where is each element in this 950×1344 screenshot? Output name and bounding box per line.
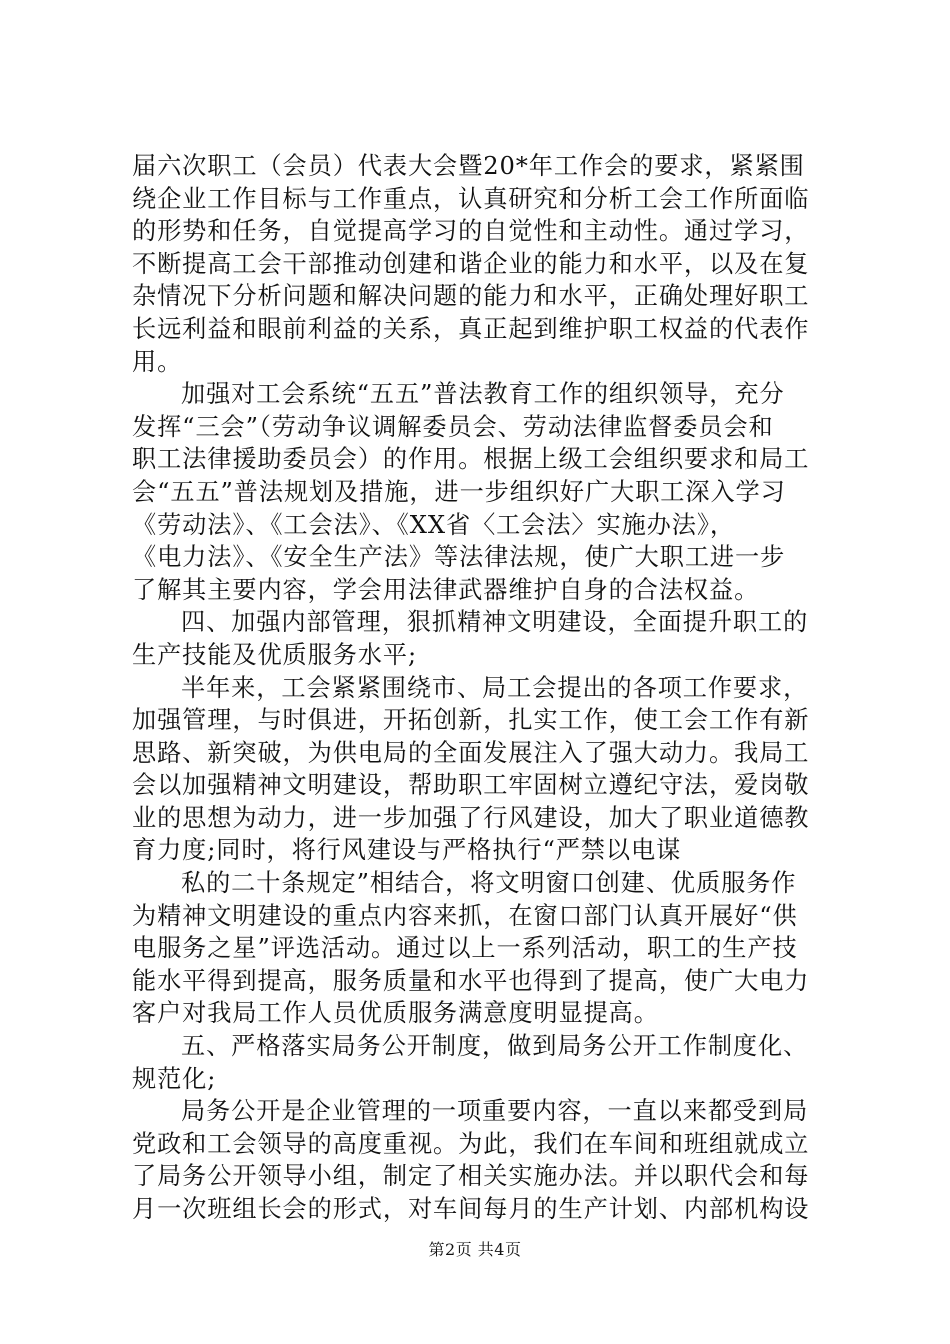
text-line: 会“五五”普法规划及措施，进一步组织好广大职工深入学习 — [132, 477, 786, 506]
text-line: 能水平得到提高，服务质量和水平也得到了提高，使广大电力 — [132, 966, 810, 995]
page-footer — [0, 1240, 950, 1260]
text-line: 为精神文明建设的重点内容来抓，在窗口部门认真开展好“供 — [132, 901, 798, 930]
text-line: 局务公开是企业管理的一项重要内容，一直以来都受到局 — [181, 1097, 809, 1126]
text-line: 不断提高工会干部推动创建和谐企业的能力和水平，以及在复 — [132, 249, 810, 278]
text-line: 了解其主要内容，学会用法律武器维护自身的合法权益。 — [132, 575, 760, 604]
text-line: 的形势和任务，自觉提高学习的自觉性和主动性。通过学习， — [132, 217, 810, 246]
text-line: 客户对我局工作人员优质服务满意度明显提高。 — [132, 999, 659, 1028]
text-line: 会以加强精神文明建设，帮助职工牢固树立遵纪守法，爱岗敬 — [132, 771, 810, 800]
page-number-label: 第2页 共4页 — [428, 1240, 522, 1259]
text-line: 绕企业工作目标与工作重点，认真研究和分析工会工作所面临 — [132, 184, 810, 213]
text-line: 《电力法》、《安全生产法》等法律法规，使广大职工进一步 — [132, 543, 786, 572]
text-line: 党政和工会领导的高度重视。为此，我们在车间和班组就成立 — [132, 1129, 810, 1158]
text-line: 《劳动法》、《工会法》、《XX省〈工会法〉实施办法》， — [132, 510, 735, 539]
text-line: 思路、新突破，为供电局的全面发展注入了强大动力。我局工 — [132, 738, 810, 767]
text-line: 长远利益和眼前利益的关系，真正起到维护职工权益的代表作 — [132, 314, 810, 343]
text-line: 生产技能及优质服务水平; — [132, 640, 418, 669]
text-line: 规范化; — [132, 1064, 217, 1093]
text-line: 电服务之星”评选活动。通过以上一系列活动，职工的生产技 — [132, 934, 798, 963]
text-line: 届六次职工（会员）代表大会暨20*年工作会的要求，紧紧围 — [132, 152, 805, 180]
text-line: 职工法律援助委员会）的作用。根据上级工会组织要求和局工 — [132, 445, 810, 474]
text-line: 四、加强内部管理，狠抓精神文明建设，全面提升职工的 — [181, 608, 809, 637]
text-line: 业的思想为动力，进一步加强了行风建设，加大了职业道德教 — [132, 803, 810, 832]
text-line: 月一次班组长会的形式，对车间每月的生产计划、内部机构设 — [132, 1195, 810, 1223]
text-line: 用。 — [132, 347, 183, 376]
text-line: 加强管理，与时俱进，开拓创新，扎实工作，使工会工作有新 — [132, 706, 810, 735]
text-line: 发挥“三会”（劳动争议调解委员会、劳动法律监督委员会和 — [132, 412, 774, 441]
text-line: 五、严格落实局务公开制度，做到局务公开工作制度化、 — [181, 1032, 809, 1061]
document-body — [132, 150, 832, 1226]
text-line: 了局务公开领导小组，制定了相关实施办法。并以职代会和每 — [132, 1162, 810, 1191]
text-line: 加强对工会系统“五五”普法教育工作的组织领导，充分 — [181, 380, 785, 409]
text-line: 半年来，工会紧紧围绕市、局工会提出的各项工作要求， — [181, 673, 809, 702]
text-line: 杂情况下分析问题和解决问题的能力和水平，正确处理好职工 — [132, 282, 810, 311]
text-line: 私的二十条规定”相结合，将文明窗口创建、优质服务作 — [181, 869, 797, 898]
text-line: 育力度;同时，将行风建设与严格执行“严禁以电谋 — [132, 836, 682, 865]
